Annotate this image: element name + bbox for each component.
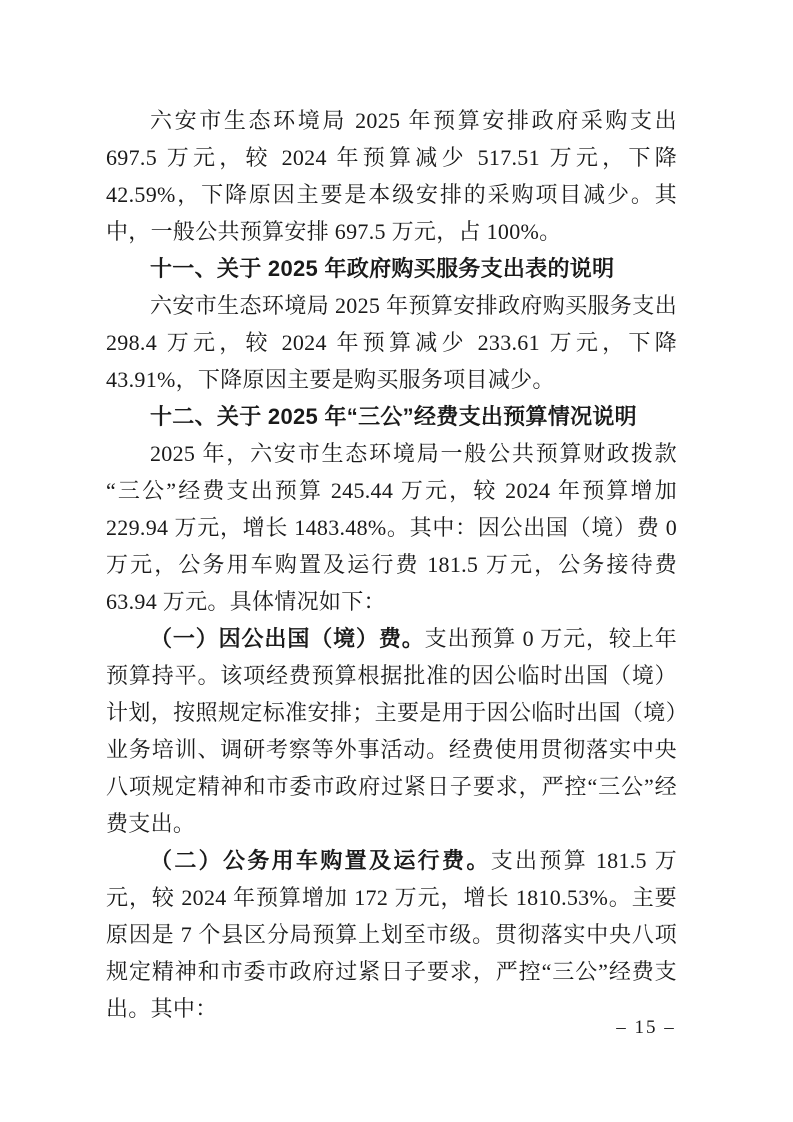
paragraph-overseas-travel — [106, 620, 677, 842]
paragraph-three-public-overview: 2025 年，六安市生态环境局一般公共预算财政拨款“三公”经费支出预算 245.44 万元，较 2024 年预算增加 229.94 万元，增长 1483.48%。其中：因公出国（境）费 0 万元，公务用车购置及运行费 181.5 万元，公务接待费 63.94 万元。具体情况如下： — [106, 441, 677, 614]
paragraph-lead-official-vehicles: （二）公务用车购置及运行费。 — [150, 848, 491, 873]
section-heading-11-purchase-services: 十一、关于 2025 年政府购买服务支出表的说明 — [150, 256, 615, 281]
paragraph-government-procurement: 六安市生态环境局 2025 年预算安排政府采购支出 697.5 万元，较 2024 年预算减少 517.51 万元，下降 42.59%，下降原因主要是本级安排的采购项目减少。其中，一般公共预算安排 697.5 万元，占 100%。 — [106, 108, 677, 244]
page-number: – 15 – — [616, 1017, 676, 1038]
section-heading-12-three-public-expenses: 十二、关于 2025 年“三公”经费支出预算情况说明 — [150, 404, 637, 429]
paragraph-official-vehicles — [106, 842, 677, 1027]
paragraph-lead-overseas-travel: （一）因公出国（境）费。 — [150, 626, 425, 651]
paragraph-text-official-vehicles: 支出预算 181.5 万元，较 2024 年预算增加 172 万元，增长 1810.53%。主要原因是 7 个县区分局预算上划至市级。贯彻落实中央八项规定精神和市委市政府过紧日子要求，严控“三公”经费支出。其中： — [106, 848, 677, 1021]
document-body — [106, 102, 677, 1027]
paragraph-purchase-services: 六安市生态环境局 2025 年预算安排政府购买服务支出 298.4 万元，较 2024 年预算减少 233.61 万元，下降 43.91%，下降原因主要是购买服务项目减少。 — [106, 293, 677, 392]
paragraph-text-overseas-travel: 支出预算 0 万元，较上年预算持平。该项经费预算根据批准的因公临时出国（境）计划，按照规定标准安排；主要是用于因公临时出国（境）业务培训、调研考察等外事活动。经费使用贯彻落实中央八项规定精神和市委市政府过紧日子要求，严控“三公”经费支出。 — [106, 626, 677, 836]
